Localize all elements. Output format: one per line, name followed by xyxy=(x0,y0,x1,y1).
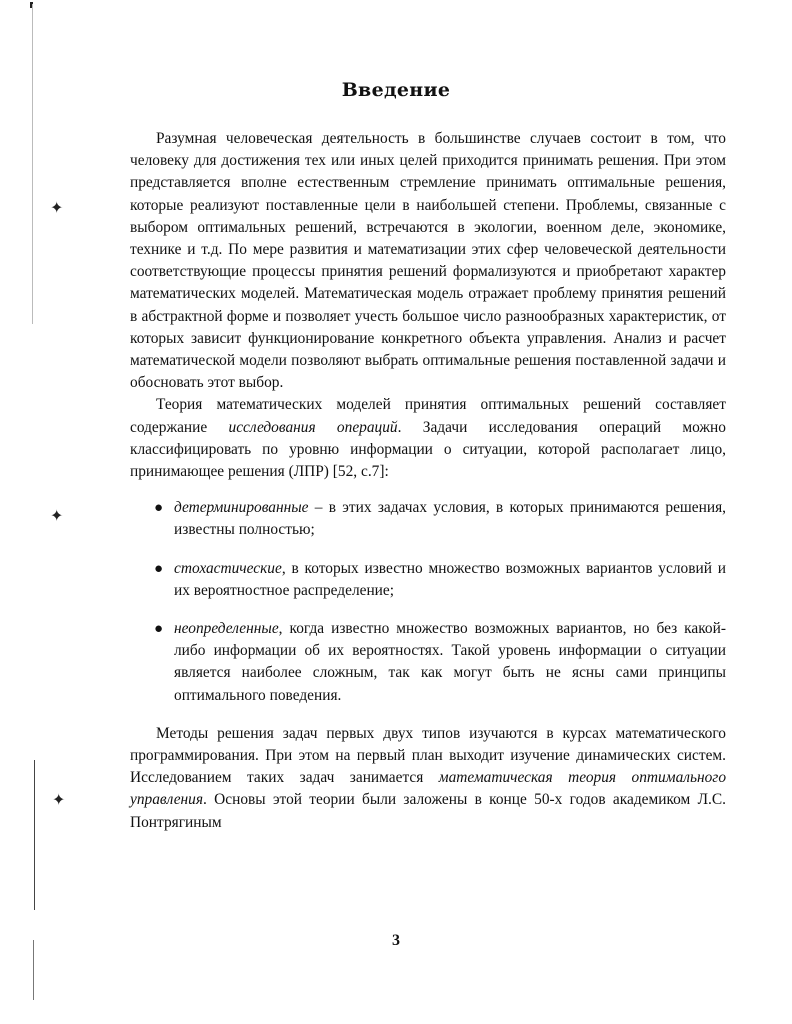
classification-list xyxy=(130,497,726,707)
list-term: неопределенные xyxy=(174,620,279,638)
text-segment: . Основы этой теории были заложены в конце 50-х годов академиком Л.С. Понтрягиным xyxy=(130,791,726,831)
paragraph-operations-research xyxy=(130,394,726,483)
list-term: детерминированные xyxy=(174,499,309,517)
emphasis-term: исследования операций xyxy=(228,418,398,436)
list-item xyxy=(130,618,726,707)
list-text: – в этих задачах условия, в которых принимаются решения, известны полностью; xyxy=(174,499,726,539)
binding-hole-mark: ✦ xyxy=(52,790,66,809)
text-segment: Теория математических моделей принятия оптимальных решений составляет содержание xyxy=(130,396,726,436)
bullet-icon: ● xyxy=(154,621,164,638)
list-term: стохастические xyxy=(174,559,282,577)
page-title: Введение xyxy=(341,78,451,101)
bullet-icon: ● xyxy=(154,500,164,517)
list-text: , когда известно множество возможных вариантов, но без какой-либо информации об их вероятностях. Такой уровень информации о ситуации является наиболее сложным, так как могут быть не ясны сами принципы оптимального поведения. xyxy=(174,620,726,704)
scan-edge-line xyxy=(34,760,35,910)
bullet-icon: ● xyxy=(154,560,164,577)
list-text: , в которых известно множество возможных вариантов условий и их вероятностное распределение; xyxy=(174,559,726,599)
paragraph-intro: Разумная человеческая деятельность в большинстве случаев состоит в том, что человеку для достижения тех или иных целей приходится принимать решения. При этом представляется вполне естественным стремление принимать оптимальные решения, которые реализуют поставленные цели в наибольшей степени. Проблемы, связанные с выбором оптимальных решений, встречаются в экологии, военном деле, экономике, технике и т.д. По мере развития и математизации этих сфер человеческой деятельности соответствующие процессы принятия решений формализуются и приобретают характер математических моделей. Математическая модель отражает проблему принятия решений в абстрактной форме и позволяет учесть большое число разнообразных характеристик, от которых зависит функционирование конкретного объекта управления. Анализ и расчет математической модели позволяют выбрать оптимальные решения поставленной задачи и обосновать этот выбор. xyxy=(130,130,726,392)
scan-edge-line xyxy=(32,4,33,324)
binding-hole-mark: ✦ xyxy=(50,198,64,217)
text-segment: Методы решения задач первых двух типов изучаются в курсах математического программирования. При этом на первый план выходит изучение динамических систем. Исследованием таких задач занимается xyxy=(130,724,726,787)
page-number: 3 xyxy=(392,932,400,949)
text-segment: . Задачи исследования операций можно классифицировать по уровню информации о ситуации, которой располагает лицо, принимающее решения (ЛПР) [52, с.7]: xyxy=(130,418,726,481)
body-text xyxy=(130,128,726,834)
list-item xyxy=(130,497,726,541)
paragraph-methods xyxy=(130,723,726,834)
binding-hole-mark: ✦ xyxy=(50,506,64,525)
list-item xyxy=(130,558,726,602)
emphasis-term: математическая теория оптимального управления xyxy=(130,769,727,809)
